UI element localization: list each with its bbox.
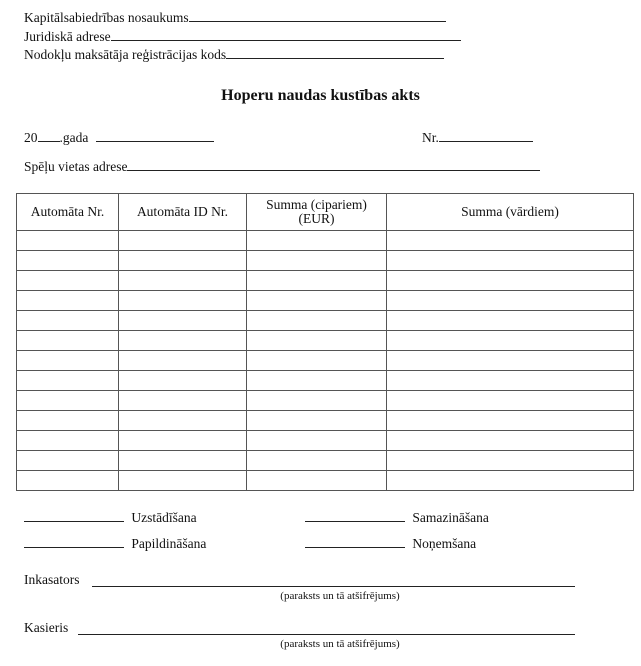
table-cell[interactable] [17, 291, 119, 311]
date-line[interactable] [96, 141, 214, 142]
venue-address-label: Spēļu vietas adrese [24, 159, 128, 174]
table-row [17, 291, 634, 311]
table-cell[interactable] [119, 251, 247, 271]
venue-address-line[interactable] [127, 170, 540, 171]
hopper-table [16, 193, 634, 491]
column-header-sum-digits: Summa (cipariem) (EUR) [247, 194, 387, 231]
table-cell[interactable] [387, 411, 634, 431]
table-cell[interactable] [247, 371, 387, 391]
table-header-row [17, 194, 634, 231]
company-name-line[interactable] [189, 21, 446, 22]
table-cell[interactable] [247, 411, 387, 431]
table-cell[interactable] [387, 371, 634, 391]
table-cell[interactable] [247, 391, 387, 411]
company-name-field [24, 10, 446, 26]
table-cell[interactable] [247, 331, 387, 351]
table-cell[interactable] [17, 311, 119, 331]
table-cell[interactable] [119, 311, 247, 331]
table-cell[interactable] [247, 231, 387, 251]
table-row [17, 411, 634, 431]
table-cell[interactable] [387, 231, 634, 251]
reduce-line[interactable] [305, 521, 405, 522]
table-cell[interactable] [247, 471, 387, 491]
year-prefix: 20 [24, 130, 38, 145]
table-row [17, 451, 634, 471]
table-cell[interactable] [387, 391, 634, 411]
install-label: Uzstādīšana [131, 510, 197, 525]
number-field [422, 130, 533, 146]
table-cell[interactable] [387, 331, 634, 351]
table-cell[interactable] [17, 231, 119, 251]
table-cell[interactable] [17, 271, 119, 291]
date-field [24, 130, 214, 146]
taxpayer-code-field [24, 47, 444, 63]
table-row [17, 391, 634, 411]
install-line[interactable] [24, 521, 124, 522]
table-cell[interactable] [247, 451, 387, 471]
legal-address-line[interactable] [111, 40, 461, 41]
column-header-machine-id: Automāta ID Nr. [119, 194, 247, 231]
table-cell[interactable] [119, 271, 247, 291]
table-cell[interactable] [119, 391, 247, 411]
taxpayer-code-label: Nodokļu maksātāja reģistrācijas kods [24, 47, 227, 62]
table-cell[interactable] [387, 471, 634, 491]
table-row [17, 371, 634, 391]
table-cell[interactable] [247, 351, 387, 371]
table-cell[interactable] [119, 231, 247, 251]
table-cell[interactable] [247, 271, 387, 291]
legal-address-label: Juridiskā adrese [24, 29, 111, 44]
table-cell[interactable] [17, 391, 119, 411]
collector-signature-caption: (paraksts un tā atšifrējums) [280, 590, 400, 602]
table-cell[interactable] [119, 351, 247, 371]
year-line[interactable] [38, 141, 60, 142]
table-cell[interactable] [387, 431, 634, 451]
table-cell[interactable] [17, 411, 119, 431]
table-cell[interactable] [387, 311, 634, 331]
table-cell[interactable] [17, 471, 119, 491]
table-cell[interactable] [247, 311, 387, 331]
collector-signature-line[interactable] [92, 586, 575, 587]
table-cell[interactable] [17, 451, 119, 471]
table-row [17, 231, 634, 251]
table-row [17, 431, 634, 451]
remove-line[interactable] [305, 547, 405, 548]
column-header-sum-words: Summa (vārdiem) [387, 194, 634, 231]
reduce-label: Samazināšana [412, 510, 489, 525]
table-body [17, 231, 634, 491]
table-cell[interactable] [247, 251, 387, 271]
table-cell[interactable] [119, 291, 247, 311]
table-cell[interactable] [119, 411, 247, 431]
table-cell[interactable] [387, 451, 634, 471]
column-header-machine-no: Automāta Nr. [17, 194, 119, 231]
table-cell[interactable] [387, 291, 634, 311]
table-cell[interactable] [17, 251, 119, 271]
table-cell[interactable] [17, 351, 119, 371]
company-name-label: Kapitālsabiedrības nosaukums [24, 10, 189, 25]
number-line[interactable] [439, 141, 533, 142]
table-cell[interactable] [387, 251, 634, 271]
collector-label: Inkasators [24, 572, 80, 587]
option-reduce [305, 510, 489, 526]
table-row [17, 471, 634, 491]
taxpayer-code-line[interactable] [226, 58, 444, 59]
table-cell[interactable] [387, 271, 634, 291]
table-row [17, 271, 634, 291]
venue-address-field [24, 159, 540, 175]
table-cell[interactable] [17, 431, 119, 451]
table-cell[interactable] [17, 331, 119, 351]
table-cell[interactable] [17, 371, 119, 391]
refill-label: Papildināšana [131, 536, 207, 551]
table-cell[interactable] [119, 371, 247, 391]
cashier-signature-line[interactable] [78, 634, 575, 635]
number-label: Nr. [422, 130, 439, 145]
cashier-signature-caption: (paraksts un tā atšifrējums) [280, 638, 400, 650]
option-install [24, 510, 197, 526]
table-cell[interactable] [119, 431, 247, 451]
option-remove [305, 536, 476, 552]
option-refill [24, 536, 206, 552]
table-row [17, 311, 634, 331]
table-cell[interactable] [247, 291, 387, 311]
table-row [17, 351, 634, 371]
table-row [17, 251, 634, 271]
table-cell[interactable] [387, 351, 634, 371]
refill-line[interactable] [24, 547, 124, 548]
legal-address-field [24, 29, 461, 45]
table-row [17, 331, 634, 351]
remove-label: Noņemšana [412, 536, 477, 551]
table-cell[interactable] [119, 471, 247, 491]
table-cell[interactable] [247, 431, 387, 451]
document-title: Hoperu naudas kustības akts [221, 87, 420, 104]
table-cell[interactable] [119, 451, 247, 471]
table-cell[interactable] [119, 331, 247, 351]
cashier-label: Kasieris [24, 620, 69, 635]
year-suffix: .gada [59, 130, 89, 145]
